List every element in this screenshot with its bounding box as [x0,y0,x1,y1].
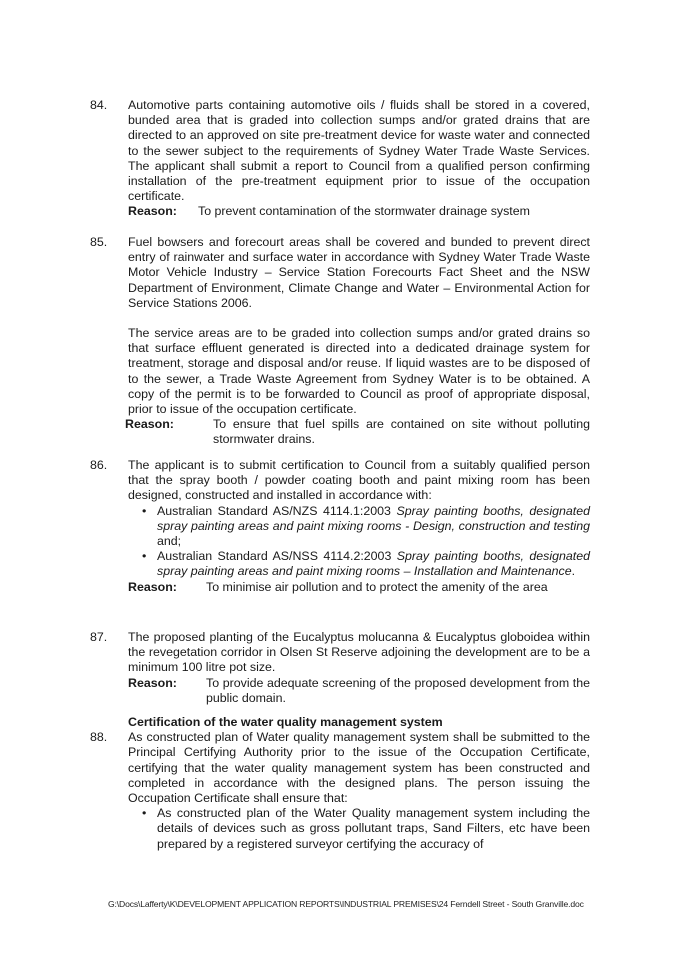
condition-text: The applicant is to submit certification to Council from a suitably qualified person that the spray booth / powder coating booth and paint mixing room has been designed, constructed and installed in accordance with: [128,458,590,503]
reason-text: To prevent contamination of the stormwater drainage system [198,204,530,219]
condition-number: 88. [90,730,108,745]
section-heading: Certification of the water quality management system [128,715,443,729]
reason-text: To minimise air pollution and to protect the amenity of the area [206,579,548,594]
reason-line [128,580,590,595]
standard-name: Australian Standard AS/NZS 4114.1:2003 [157,503,397,518]
list-item [142,806,590,852]
bullet-icon: • [142,549,147,564]
condition-85 [90,235,590,448]
bullet-icon: • [142,503,147,518]
bullet-icon: • [142,806,147,821]
condition-text: Automotive parts containing automotive oils / fluids shall be stored in a covered, bunded area that is graded into collection sumps and/or grated drains that are directed to an approved on site pre-treatment device for waste water and connected to the sewer subject to the requirements of Sydney Water Trade Waste Services. The applicant shall submit a report to Council from a qualified person confirming installation of the pre-treatment equipment prior to issue of the occupation certificate. [128,98,590,204]
reason-label: Reason: [128,204,177,219]
standard-name: Australian Standard AS/NSS 4114.2:2003 [157,549,397,564]
reason-text: To provide adequate screening of the proposed development from the public domain. [206,675,590,705]
condition-text-2: The service areas are to be graded into collection sumps and/or grated drains so that surface effluent generated is directed into a dedicated drainage system for treatment, storage and disposal and/or reuse. If liquid wastes are to be disposed of to the sewer, a Trade Waste Agreement from Sydney Water is to be obtained. A copy of the permit is to be forwarded to Council as proof of appropriate disposal, prior to issue of the occupation certificate. [128,326,590,417]
reason-label: Reason: [125,417,174,432]
reason-label: Reason: [128,579,177,594]
standard-tail: and; [157,534,182,549]
reason-label: Reason: [128,675,177,690]
condition-number: 86. [90,458,108,472]
reason-line [125,417,590,447]
reason-line [128,676,590,706]
condition-text: The proposed planting of the Eucalyptus molucanna & Eucalyptus globoidea within the revegetation corridor in Olsen St Reserve adjoining the development are to be a minimum 100 litre pot size. [128,630,590,675]
requirements-list [128,806,590,852]
standard-tail: . [571,564,576,579]
standards-list [128,504,590,580]
condition-number: 84. [90,98,108,112]
condition-87 [90,630,590,706]
reason-line [128,204,590,219]
condition-text: Fuel bowsers and forecourt areas shall be covered and bunded to prevent direct entry of rainwater and surface water in accordance with Sydney Water Trade Waste Motor Vehicle Industry – Service Station Forecourts Fact Sheet and the NSW Department of Environment, Climate Change and Water – Environmental Action for Service Stations 2006. [128,235,590,310]
condition-88 [90,715,590,852]
condition-number: 87. [90,630,108,644]
file-path-footer: G:\Docs\Lafferty\K\DEVELOPMENT APPLICATION REPORTS\INDUSTRIAL PREMISES\24 Ferndell Street - South Granville.doc [108,899,584,909]
list-item [142,504,590,550]
condition-84 [90,98,590,220]
standard-title: Spray painting booths, designated spray painting areas and paint mixing rooms - Design, construction and testing [157,503,590,533]
condition-text: As constructed plan of Water quality management system shall be submitted to the Principal Certifying Authority prior to the issue of the Occupation Certificate, certifying that the water quality management system has been constructed and completed in accordance with the designed plans. The person issuing the Occupation Certificate shall ensure that: [128,730,590,806]
reason-text: To ensure that fuel spills are contained on site without polluting stormwater drains. [213,417,590,447]
list-item-text: As constructed plan of the Water Quality management system including the details of devices such as gross pollutant traps, Sand Filters, etc have been prepared by a registered surveyor certifying the accuracy of [157,806,590,851]
standard-title: Spray painting booths, designated spray painting areas and paint mixing rooms – Installation and Maintenance [157,549,591,579]
list-item [142,549,590,579]
condition-86 [90,458,590,595]
condition-number: 85. [90,235,108,249]
